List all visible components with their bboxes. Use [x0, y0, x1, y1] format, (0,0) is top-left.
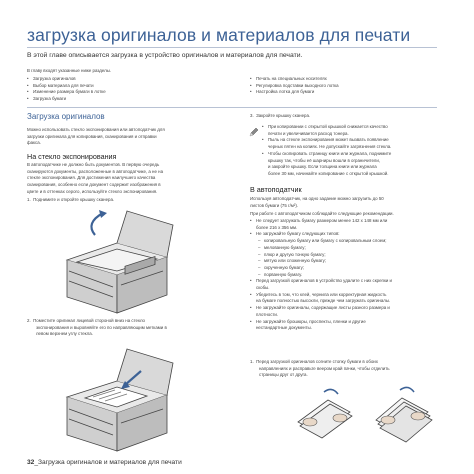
list-item: • Убедитесь в том, что клей, чернила или корректурная жидкость на бумаге полностью высохли, прежде чем загружать оригиналы. — [250, 292, 392, 305]
section-title-loading: Загрузка оригиналов — [27, 112, 105, 121]
toc-left — [27, 76, 106, 103]
section-rule — [27, 107, 437, 108]
toc-item[interactable]: • Загрузка оригиналов — [27, 76, 106, 83]
toc-item[interactable]: • Печать на специальных носителях — [250, 76, 339, 83]
scanner-open-lid-illustration — [55, 205, 175, 315]
adf-subtitle: В автоподатчик — [250, 185, 302, 194]
page-number: 32 — [27, 459, 35, 466]
step-number: 3 — [250, 113, 253, 118]
list-item: • Не загружайте оригиналы, содержащие листы разного размера и плотности. — [250, 305, 392, 318]
list-item: • Пыль на стекле экспонирования может вызвать появление черных пятен на копиях. Не допускайте загрязнения стекла. — [262, 137, 391, 150]
glass-subtitle: На стекло экспонирования — [27, 152, 117, 161]
intro-text: В этой главе описывается загрузка в устройство оригиналов и материалов для печати. — [27, 52, 303, 59]
toc-item[interactable]: • Выбор материала для печати — [27, 83, 106, 90]
list-item: • Не загружайте бумагу следующих типов: – копировальную бумагу или бумагу с копировальным слоем; – мелованную бумагу; – плюр и другую тонкую бумагу; – мятую или сложенную бумагу; – скрученную бумагу; – порванную бумагу. — [250, 231, 392, 278]
step-3: 3. Закройте крышку сканера. — [250, 113, 311, 118]
step-number: 2 — [27, 318, 30, 323]
arrow-icon — [400, 387, 414, 392]
list-item: – порванную бумагу. — [256, 272, 392, 279]
list-item: – мятую или сложенную бумагу; — [256, 258, 392, 265]
chapter-includes: В главу входят указанные ниже разделы. — [27, 68, 112, 73]
toc-item[interactable]: • Изменение размера бумаги в лотке — [27, 89, 106, 96]
list-item: • Чтобы скопировать страницу книги или журнала, поднимите крышку так, чтобы её шарниры вошли в ограничители, и закройте крышку. Если толщина книги или журнала более 30 мм, начинайте копирование с открытой крышкой. — [262, 151, 391, 178]
list-item: • При копировании с открытой крышкой снижается качество печати и увеличивается расход тонера. — [262, 124, 391, 137]
step-number: 1 — [250, 359, 253, 364]
adf-step-1: 1. Перед загрузкой оригиналов согните стопку бумаги в обоих направлениях и расправьте веером край пачки, чтобы отделить страницы друг от друга. — [250, 359, 390, 378]
glass-text: В автоподатчике не должно быть документов. В первую очередь сканируются документы, расположенные в автоподатчике, а не на стекле экспонирования. Для достижения наилучшего качества сканирования, особенно если документ содержит изображения в цвете и в оттенках серого, используйте стекло экспонирования. — [27, 162, 164, 194]
title-rule — [27, 47, 437, 48]
list-item: • Не следует загружать бумагу размером менее 142 x 148 мм или более 216 x 356 мм. — [250, 218, 392, 231]
list-item: • Перед загрузкой оригиналов в устройство удалите с них скрепки и скобы. — [250, 278, 392, 291]
adf-text: Используя автоподатчик, на одно задание можно загрузить до 50 листов бумаги (75 г/м²). — [250, 196, 384, 208]
list-item: – мелованную бумагу; — [256, 245, 392, 252]
section-loading-text: Можно использовать стекло экспонирования или автоподатчик для загрузки оригинала для копирования, сканирования и отправки факса. — [27, 127, 165, 146]
list-item: – скрученную бумагу; — [256, 265, 392, 272]
toc-item[interactable]: • Настройка лотка для бумаги — [250, 89, 339, 96]
paper-types — [256, 238, 392, 278]
note-pencil-icon — [248, 126, 260, 138]
adf-use-title: При работе с автоподатчиком соблюдайте следующие рекомендации. — [250, 211, 394, 216]
toc-item[interactable]: • Загрузка бумаги — [27, 96, 106, 103]
glass-step-1: 1. Поднимите и откройте крышку сканера. — [27, 197, 115, 202]
glass-step-2: 2. Поместите оригинал лицевой стороной вниз на стекло экспонирования и выровняйте его по направляющим метками в левом верхнем углу стекла. — [27, 318, 167, 337]
list-item: – копировальную бумагу или бумагу с копировальным слоем; — [256, 238, 392, 245]
arrow-icon — [324, 389, 338, 394]
toc-right — [250, 76, 339, 96]
list-item: – плюр и другую тонкую бумагу; — [256, 252, 392, 259]
toc-item[interactable]: • Регулировка подставки выходного лотка — [250, 83, 339, 90]
step-number: 1 — [27, 197, 30, 202]
page-title: загрузка оригиналов и материалов для печати — [27, 25, 411, 45]
scanner-place-original-illustration — [55, 345, 175, 453]
fanning-paper-illustration — [288, 382, 438, 454]
adf-rules — [250, 218, 392, 332]
step-3-notes — [262, 124, 391, 178]
page-footer: 32_Загрузка оригиналов и материалов для печати — [27, 459, 182, 466]
list-item: • Не загружайте брошюры, проспекты, пленки и другие нестандартные документы. — [250, 319, 392, 332]
footer-text: Загрузка оригиналов и материалов для печати — [38, 459, 182, 466]
